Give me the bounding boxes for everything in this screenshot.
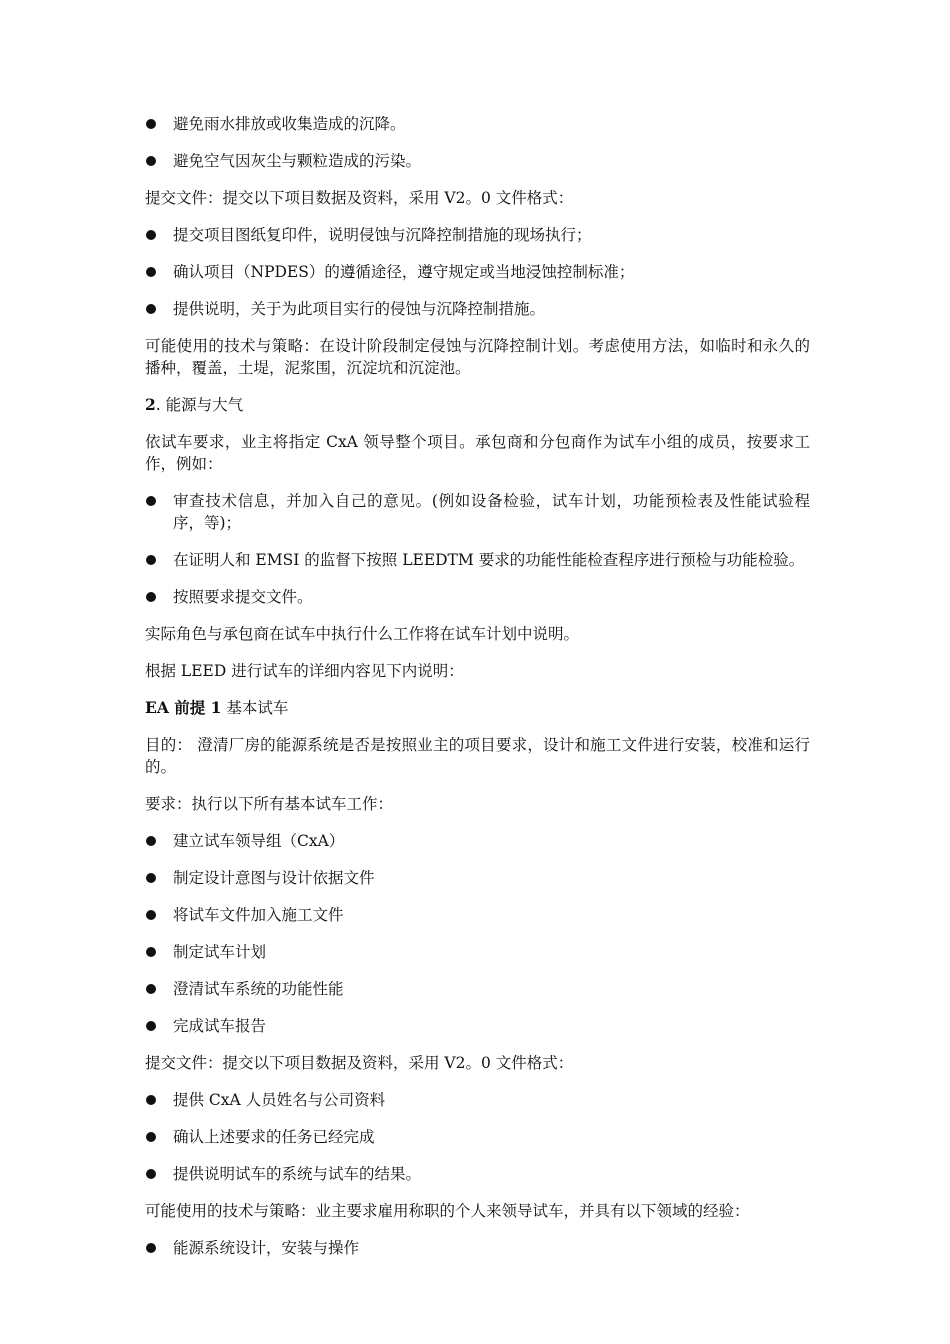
bullet-item [145,113,810,135]
document-page [145,113,810,1274]
bullet-dot-icon [146,267,156,277]
bullet-text: 完成试车报告 [173,1017,267,1035]
bullet-text: 审查技术信息，并加入自己的意见。(例如设备检验，试车计划，功能预检表及性能试验程序，等)； [173,492,810,532]
bullet-text: 在证明人和 EMSI 的监督下按照 LEEDTM 要求的功能性能检查程序进行预检与功能检验。 [173,551,805,569]
bullet-dot-icon [146,1169,156,1179]
bullet-item [145,978,810,1000]
paragraph: 要求：执行以下所有基本试车工作： [145,795,394,813]
section-title: 基本试车 [221,699,289,717]
paragraph: 实际角色与承包商在试车中执行什么工作将在试车计划中说明。 [145,625,580,643]
bullet-item [145,224,810,246]
bullet-text: 制定试车计划 [173,943,267,961]
bullet-dot-icon [146,555,156,565]
bullet-text: 按照要求提交文件。 [173,588,313,606]
section-number: 2 [145,395,156,414]
bullet-item [145,904,810,926]
bullet-dot-icon [146,496,156,506]
bullet-text: 提供说明，关于为此项目实行的侵蚀与沉降控制措施。 [173,300,546,318]
bullet-dot-icon [146,984,156,994]
paragraph: 依试车要求，业主将指定 CxA 领导整个项目。承包商和分包商作为试车小组的成员，按要求工作，例如： [145,433,810,473]
section-title: . 能源与大气 [155,396,244,414]
bullet-text: 提交项目图纸复印件，说明侵蚀与沉降控制措施的现场执行； [173,226,592,244]
bullet-dot-icon [146,304,156,314]
paragraph: 提交文件：提交以下项目数据及资料，采用 V2。0 文件格式： [145,189,574,207]
paragraph: 提交文件：提交以下项目数据及资料，采用 V2。0 文件格式： [145,1054,574,1072]
bullet-text: 避免空气因灰尘与颗粒造成的污染。 [173,152,422,170]
paragraph: 目的： 澄清厂房的能源系统是否是按照业主的项目要求，设计和施工文件进行安装，校准和运行的。 [145,736,810,776]
bullet-dot-icon [146,1132,156,1142]
paragraph: 可能使用的技术与策略：在设计阶段制定侵蚀与沉降控制计划。考虑使用方法，如临时和永久的播种，覆盖，土堤，泥浆围，沉淀坑和沉淀池。 [145,337,810,377]
bullet-item [145,586,810,608]
bullet-dot-icon [146,910,156,920]
bullet-dot-icon [146,592,156,602]
section-heading [145,394,810,416]
bullet-item [145,1126,810,1148]
bullet-dot-icon [146,947,156,957]
bullet-text: 澄清试车系统的功能性能 [173,980,344,998]
bullet-item [145,867,810,889]
bullet-item [145,830,810,852]
document-body [145,113,810,1259]
bullet-item [145,549,810,571]
bullet-text: 避免雨水排放或收集造成的沉降。 [173,115,406,133]
bullet-text: 将试车文件加入施工文件 [173,906,344,924]
bullet-text: 提供 CxA 人员姓名与公司资料 [173,1091,386,1109]
bullet-dot-icon [146,836,156,846]
bullet-text: 能源系统设计，安装与操作 [173,1239,360,1257]
bullet-dot-icon [146,1021,156,1031]
bullet-item [145,1237,810,1259]
bullet-item [145,1089,810,1111]
paragraph: 可能使用的技术与策略：业主要求雇用称职的个人来领导试车，并具有以下领域的经验： [145,1202,750,1220]
bullet-item [145,1163,810,1185]
bullet-item [145,298,810,320]
bullet-item [145,941,810,963]
bullet-dot-icon [146,873,156,883]
bullet-dot-icon [146,156,156,166]
bullet-dot-icon [146,230,156,240]
bullet-item [145,490,810,534]
section-heading [145,697,810,719]
bullet-item [145,1015,810,1037]
bullet-text: 建立试车领导组（CxA） [173,832,345,850]
section-number: EA 前提 1 [145,698,222,717]
bullet-item [145,261,810,283]
bullet-dot-icon [146,1095,156,1105]
bullet-item [145,150,810,172]
bullet-text: 确认上述要求的任务已经完成 [173,1128,375,1146]
bullet-dot-icon [146,119,156,129]
bullet-dot-icon [146,1243,156,1253]
bullet-text: 提供说明试车的系统与试车的结果。 [173,1165,422,1183]
bullet-text: 确认项目（NPDES）的遵循途径，遵守规定或当地浸蚀控制标准； [173,263,635,281]
paragraph: 根据 LEED 进行试车的详细内容见下内说明： [145,662,464,680]
bullet-text: 制定设计意图与设计依据文件 [173,869,375,887]
